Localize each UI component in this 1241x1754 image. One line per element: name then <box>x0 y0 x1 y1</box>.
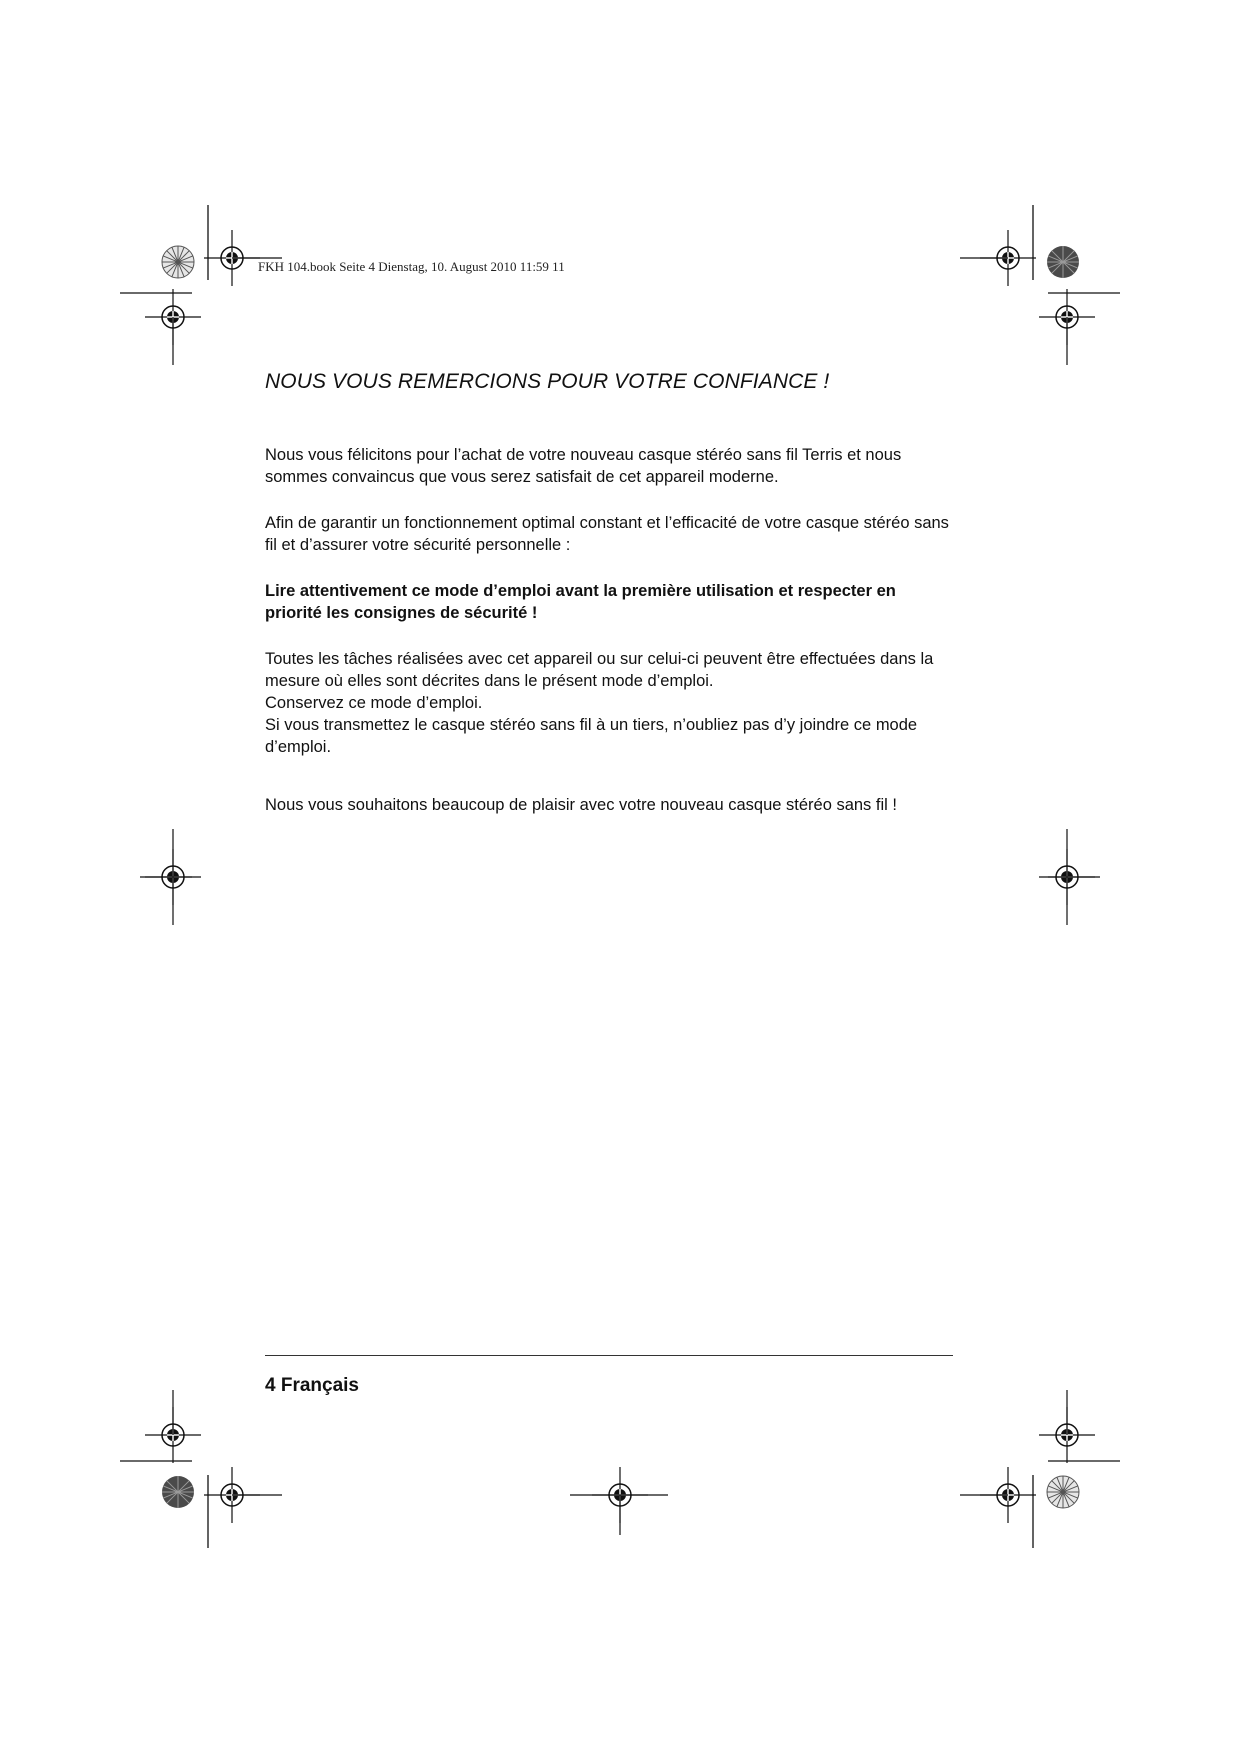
safety-notice: Lire attentivement ce mode d’emploi avant la première utilisation et respecter en priorité les consignes de sécurité ! <box>265 582 896 622</box>
closing-paragraph: Nous vous souhaitons beaucoup de plaisir avec votre nouveau casque stéréo sans fil ! <box>265 796 897 814</box>
keep-manual-paragraph: Conservez ce mode d’emploi. <box>265 694 483 712</box>
transfer-paragraph: Si vous transmettez le casque stéréo sans fil à un tiers, n’oubliez pas d’y joindre ce mode d’emploi. <box>265 716 918 756</box>
print-slug: FKH 104.book Seite 4 Dienstag, 10. August 2010 11:59 11 <box>258 259 565 274</box>
intro-paragraph: Nous vous félicitons pour l’achat de votre nouveau casque stéréo sans fil Terris et nous sommes convaincus que vous serez satisfait de cet appareil moderne. <box>265 446 902 486</box>
page-body <box>265 370 955 816</box>
page-number-label: 4 Français <box>265 1375 359 1396</box>
footer-divider <box>265 1355 953 1356</box>
page-title: NOUS VOUS REMERCIONS POUR VOTRE CONFIANCE ! <box>265 370 830 393</box>
tasks-paragraph: Toutes les tâches réalisées avec cet appareil ou sur celui-ci peuvent être effectuées dans la mesure où elles sont décrites dans le présent mode d’emploi. <box>265 650 934 690</box>
purpose-paragraph: Afin de garantir un fonctionnement optimal constant et l’efficacité de votre casque stéréo sans fil et d’assurer votre sécurité personnelle : <box>265 514 949 554</box>
